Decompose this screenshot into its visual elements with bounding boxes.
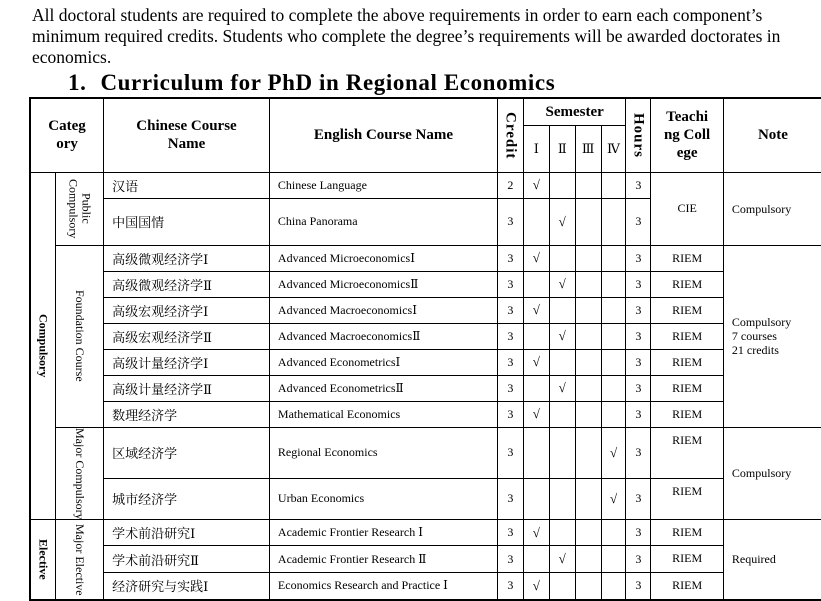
course-english-name: Regional Economics <box>269 427 497 478</box>
course-chinese-name: 学术前沿研究Ⅱ <box>104 546 270 573</box>
semester-1-tick: √ <box>523 297 549 323</box>
course-chinese-name: 高级计量经济学Ⅰ <box>104 349 270 375</box>
teaching-college: RIEM <box>651 520 724 546</box>
header-semester-1: Ⅰ <box>523 125 549 172</box>
course-chinese-name: 高级微观经济学Ⅱ <box>104 271 270 297</box>
course-chinese-name: 高级宏观经济学Ⅰ <box>104 297 270 323</box>
course-hours: 3 <box>626 245 651 271</box>
course-english-name: Advanced EconometricsⅡ <box>269 375 497 401</box>
course-credit: 3 <box>497 349 523 375</box>
course-chinese-name: 高级微观经济学Ⅰ <box>104 245 270 271</box>
note-foundation-line-2: 7 courses <box>731 329 777 343</box>
semester-2-tick: √ <box>549 546 575 573</box>
semester-1-tick: √ <box>523 245 549 271</box>
group-public-compulsory: Public Compulsory <box>56 172 104 245</box>
section-number: 1. <box>68 70 87 95</box>
curriculum-table <box>29 97 821 601</box>
teaching-college: RIEM <box>651 323 724 349</box>
group-foundation-course: Foundation Course <box>56 245 104 427</box>
header-semester-4: Ⅳ <box>601 125 626 172</box>
teaching-college: RIEM <box>651 349 724 375</box>
table-row <box>30 323 821 349</box>
semester-1-tick: √ <box>523 573 549 600</box>
group-major-compulsory: Major Compulsory <box>56 427 104 520</box>
semester-2-tick: √ <box>549 323 575 349</box>
header-note: Note <box>723 98 821 172</box>
course-chinese-name: 汉语 <box>104 172 270 198</box>
note-public: Compulsory <box>723 172 821 245</box>
course-credit: 3 <box>497 401 523 427</box>
semester-1-tick: √ <box>523 520 549 546</box>
course-english-name: Academic Frontier Research Ⅰ <box>269 520 497 546</box>
course-hours: 3 <box>626 427 651 478</box>
course-chinese-name: 学术前沿研究Ⅰ <box>104 520 270 546</box>
course-hours: 3 <box>626 271 651 297</box>
course-hours: 3 <box>626 573 651 600</box>
note-foundation <box>723 245 821 427</box>
group-compulsory: Compulsory <box>30 172 56 520</box>
course-chinese-name: 高级计量经济学Ⅱ <box>104 375 270 401</box>
table-row <box>30 401 821 427</box>
table-row <box>30 172 821 198</box>
course-english-name: Academic Frontier Research Ⅱ <box>269 546 497 573</box>
course-english-name: Urban Economics <box>269 478 497 519</box>
semester-2-tick: √ <box>549 375 575 401</box>
table-row <box>30 349 821 375</box>
header-category: Category <box>30 98 104 172</box>
header-hours: Hours <box>626 98 651 172</box>
header-credit: Credit <box>497 98 523 172</box>
teaching-college: RIEM <box>651 427 724 478</box>
header-semester: Semester <box>523 98 626 125</box>
table-row <box>30 245 821 271</box>
course-english-name: Advanced MicroeconomicsⅠ <box>269 245 497 271</box>
course-english-name: Advanced EconometricsⅠ <box>269 349 497 375</box>
header-chinese-name: Chinese Course Name <box>104 98 270 172</box>
semester-1-tick: √ <box>523 349 549 375</box>
semester-1-tick: √ <box>523 401 549 427</box>
course-credit: 3 <box>497 323 523 349</box>
course-credit: 3 <box>497 478 523 519</box>
header-semester-2: Ⅱ <box>549 125 575 172</box>
teaching-college: RIEM <box>651 245 724 271</box>
course-credit: 3 <box>497 375 523 401</box>
semester-2-tick: √ <box>549 271 575 297</box>
table-row <box>30 375 821 401</box>
teaching-college: CIE <box>651 172 724 245</box>
note-major-compulsory: Compulsory <box>723 427 821 520</box>
course-chinese-name: 数理经济学 <box>104 401 270 427</box>
note-major-elective: Required <box>723 520 821 600</box>
semester-1-tick: √ <box>523 172 549 198</box>
course-hours: 3 <box>626 478 651 519</box>
course-hours: 3 <box>626 375 651 401</box>
course-credit: 3 <box>497 573 523 600</box>
semester-4-tick: √ <box>601 427 626 478</box>
group-major-elective: Major Elective <box>56 520 104 600</box>
note-foundation-line-1: Compulsory <box>731 315 792 329</box>
course-chinese-name: 经济研究与实践Ⅰ <box>104 573 270 600</box>
course-credit: 3 <box>497 546 523 573</box>
table-row <box>30 546 821 573</box>
teaching-college: RIEM <box>651 297 724 323</box>
course-english-name: Mathematical Economics <box>269 401 497 427</box>
table-row <box>30 271 821 297</box>
teaching-college: RIEM <box>651 401 724 427</box>
course-hours: 3 <box>626 297 651 323</box>
teaching-college: RIEM <box>651 478 724 519</box>
course-english-name: Advanced MicroeconomicsⅡ <box>269 271 497 297</box>
table-row <box>30 520 821 546</box>
course-credit: 3 <box>497 245 523 271</box>
header-row <box>30 98 821 125</box>
table-row <box>30 478 821 519</box>
course-chinese-name: 区域经济学 <box>104 427 270 478</box>
section-heading <box>68 70 555 96</box>
course-credit: 2 <box>497 172 523 198</box>
semester-2-tick: √ <box>549 198 575 245</box>
teaching-college: RIEM <box>651 546 724 573</box>
teaching-college: RIEM <box>651 271 724 297</box>
header-semester-3: Ⅲ <box>575 125 601 172</box>
course-credit: 3 <box>497 520 523 546</box>
intro-paragraph: All doctoral students are required to complete the above requirements in order to earn each component’s minimum required credits. Students who complete the degree’s requirements will be awarded doctorates in economics. <box>32 5 781 67</box>
course-hours: 3 <box>626 401 651 427</box>
course-hours: 3 <box>626 546 651 573</box>
course-chinese-name: 城市经济学 <box>104 478 270 519</box>
semester-4-tick: √ <box>601 478 626 519</box>
course-chinese-name: 高级宏观经济学Ⅱ <box>104 323 270 349</box>
course-hours: 3 <box>626 172 651 198</box>
course-credit: 3 <box>497 297 523 323</box>
table-row <box>30 427 821 478</box>
table-row <box>30 297 821 323</box>
course-credit: 3 <box>497 427 523 478</box>
teaching-college: RIEM <box>651 375 724 401</box>
header-english-name: English Course Name <box>269 98 497 172</box>
course-english-name: Advanced MacroeconomicsⅠ <box>269 297 497 323</box>
course-hours: 3 <box>626 349 651 375</box>
course-english-name: Advanced MacroeconomicsⅡ <box>269 323 497 349</box>
group-elective: Elective <box>30 520 56 600</box>
course-credit: 3 <box>497 198 523 245</box>
course-english-name: Economics Research and Practice Ⅰ <box>269 573 497 600</box>
course-credit: 3 <box>497 271 523 297</box>
header-teaching-college: Teaching College <box>651 98 724 172</box>
course-english-name: China Panorama <box>269 198 497 245</box>
section-title: Curriculum for PhD in Regional Economics <box>100 70 556 95</box>
teaching-college: RIEM <box>651 573 724 600</box>
course-chinese-name: 中国国情 <box>104 198 270 245</box>
note-foundation-line-3: 21 credits <box>731 343 779 357</box>
course-hours: 3 <box>626 198 651 245</box>
course-hours: 3 <box>626 520 651 546</box>
course-hours: 3 <box>626 323 651 349</box>
course-english-name: Chinese Language <box>269 172 497 198</box>
